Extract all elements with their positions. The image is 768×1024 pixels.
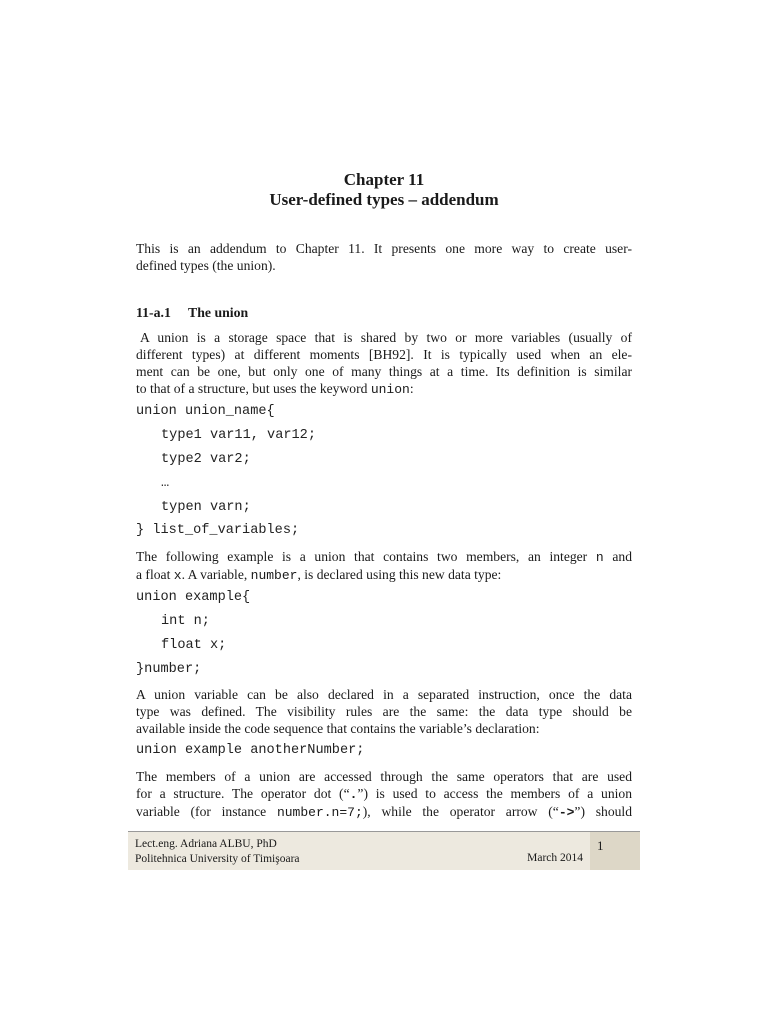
code-line: }number; [136, 662, 202, 677]
code-line: type1 var11, var12; [161, 428, 316, 443]
text-span: ), while the operator arrow (“ [362, 804, 559, 819]
inline-code: number [250, 568, 298, 583]
paragraph-line: A union variable can be also declared in a separated instruction, once the data [136, 687, 632, 702]
inline-code: x [173, 568, 182, 583]
intro-paragraph [136, 240, 632, 274]
access-paragraph [136, 768, 632, 821]
section-title: The union [188, 305, 249, 320]
paragraph-line [136, 548, 632, 566]
union-definition-paragraph [136, 329, 632, 398]
declaration-paragraph [136, 686, 632, 737]
paragraph-line [136, 803, 632, 821]
paragraph-line: different types) at different moments [BH92]. It is typically used when an ele- [136, 347, 632, 362]
paragraph-line [136, 380, 632, 398]
paragraph-line: A union is a storage space that is shared by two or more variables (usually of [140, 330, 632, 345]
text-span: ”) should [574, 804, 632, 819]
code-line: … [161, 476, 170, 491]
text-span: for a structure. The operator dot (“ [136, 786, 350, 801]
text-span: , is declared using this new data type: [297, 567, 502, 582]
paragraph-line [136, 785, 632, 803]
page-number: 1 [590, 832, 640, 870]
paragraph-line [136, 566, 632, 584]
text-span: to that of a structure, but uses the keyword [136, 381, 368, 396]
chapter-title: User-defined types – addendum [269, 190, 499, 209]
footer-author: Lect.eng. Adriana ALBU, PhD [135, 838, 277, 850]
text-span: The following example is a union that contains two members, an integer [136, 549, 588, 564]
footer-author-block [135, 837, 300, 867]
text-span: and [612, 549, 633, 564]
footer-university: Politehnica University of Timişoara [135, 853, 300, 865]
code-line: } list_of_variables; [136, 523, 300, 538]
code-line: union union_name{ [136, 404, 275, 419]
text-span: : [409, 381, 414, 396]
code-line: float x; [161, 638, 227, 653]
inline-code: . [349, 787, 358, 802]
code-line: typen varn; [161, 500, 251, 515]
intro-line: defined types (the union). [136, 258, 276, 273]
page-footer [128, 831, 640, 870]
code-line: int n; [161, 614, 210, 629]
text-span: . A variable, [181, 567, 248, 582]
paragraph-line: The members of a union are accessed through the same operators that are used [136, 769, 632, 784]
example-paragraph [136, 548, 632, 584]
footer-date: March 2014 [527, 852, 583, 864]
paragraph-line: ment can be one, but only one of many things at a time. Its definition is similar [136, 364, 632, 379]
code-line: type2 var2; [161, 452, 251, 467]
text-span: ”) is used to access the members of a union [357, 786, 632, 801]
code-line: union example anotherNumber; [136, 743, 365, 758]
inline-code: -> [558, 805, 575, 820]
inline-code: number.n=7; [276, 805, 363, 820]
paragraph-line: type was defined. The visibility rules are the same: the data type should be [136, 704, 632, 719]
intro-line: This is an addendum to Chapter 11. It presents one more way to create user- [136, 241, 632, 256]
chapter-number: Chapter 11 [343, 170, 425, 189]
text-span: variable (for instance [136, 804, 267, 819]
inline-code: n [595, 550, 604, 565]
text-span: a float [136, 567, 171, 582]
paragraph-line: available inside the code sequence that contains the variable’s declaration: [136, 721, 540, 736]
section-number: 11-a.1 [136, 305, 171, 320]
inline-code: union [370, 382, 410, 397]
code-line: union example{ [136, 590, 251, 605]
section-heading [136, 305, 248, 321]
